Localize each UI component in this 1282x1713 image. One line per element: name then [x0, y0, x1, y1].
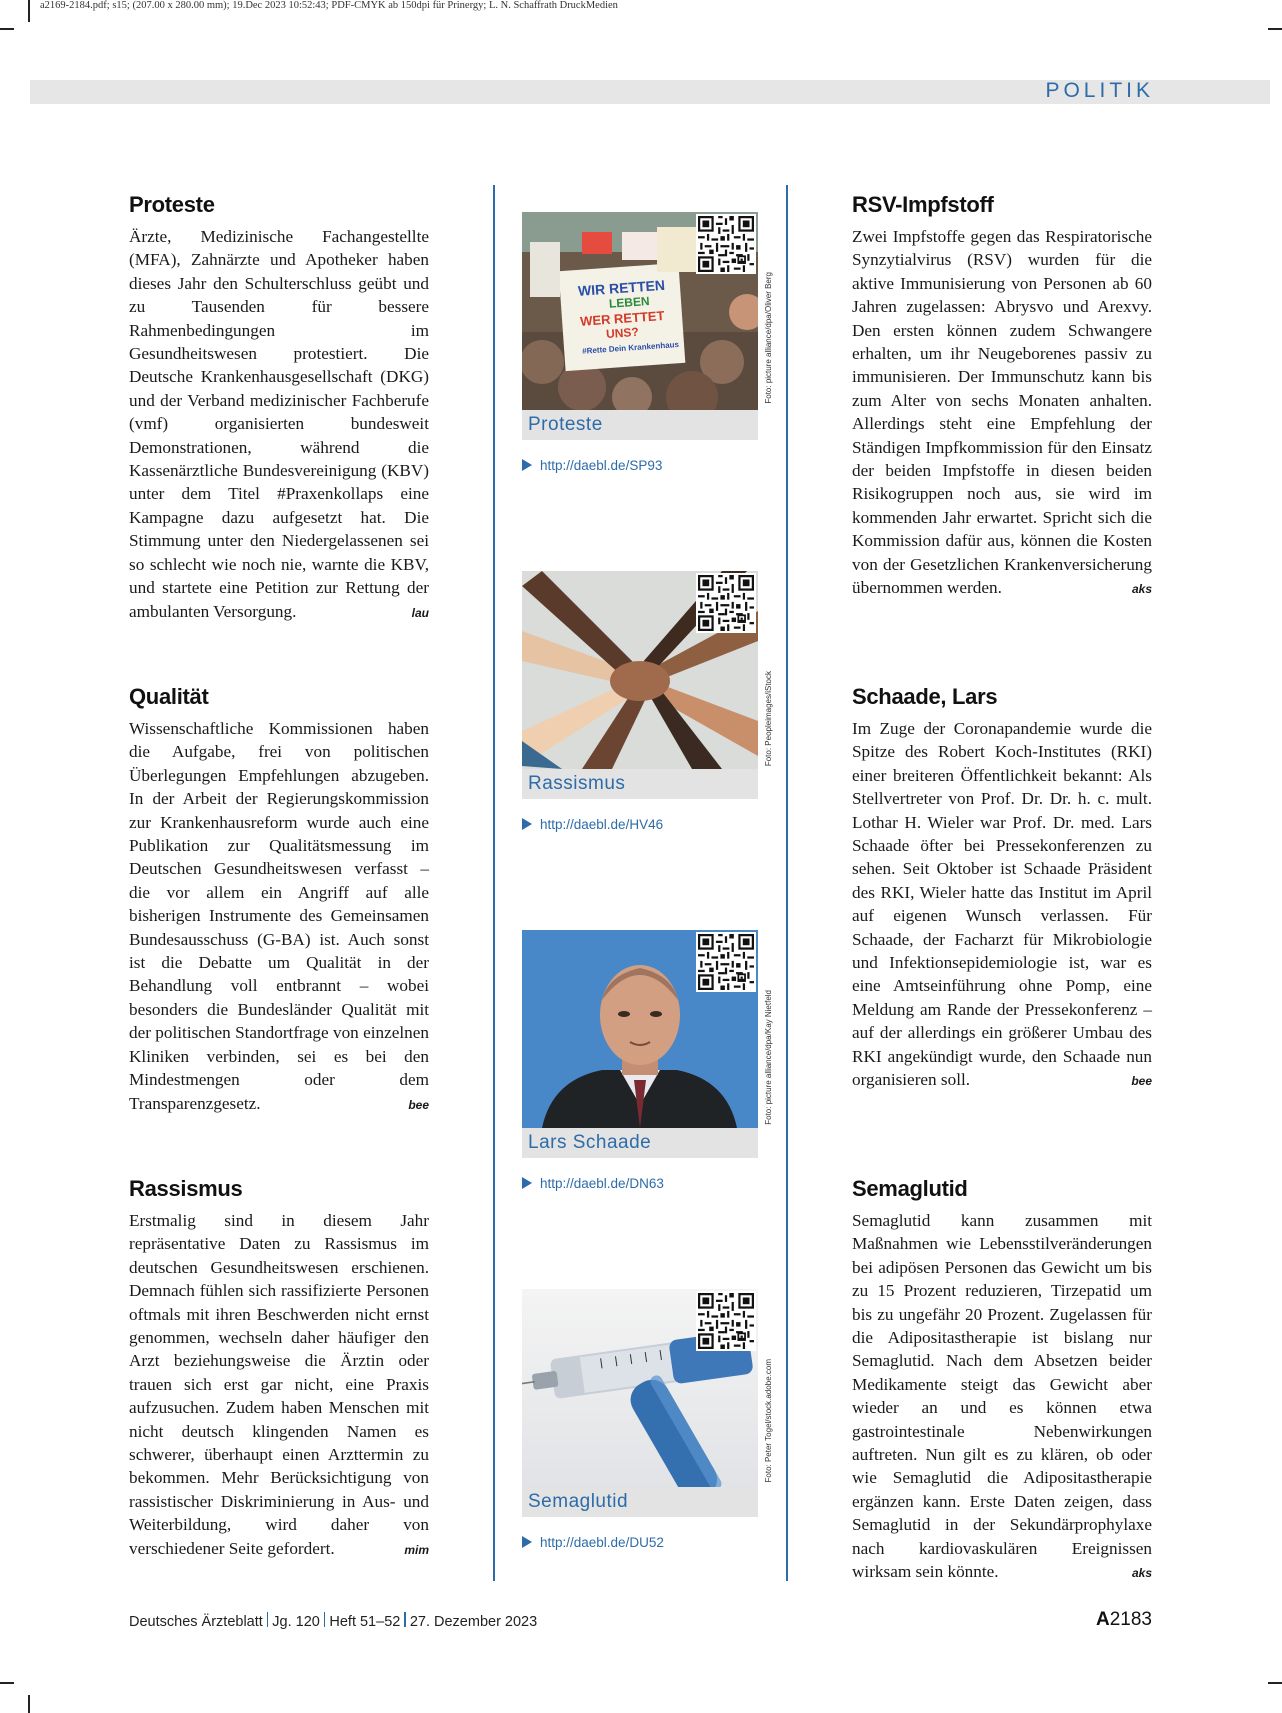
footer-separator — [324, 1612, 326, 1627]
figure-proteste — [522, 212, 773, 473]
article-body — [129, 1209, 429, 1560]
crop-mark-bottom-left — [28, 1695, 30, 1713]
arrow-right-icon — [522, 1536, 532, 1548]
article-title: Proteste — [129, 192, 215, 217]
issue-date: 27. Dezember 2023 — [409, 1614, 538, 1630]
photo-protest — [522, 212, 758, 410]
author-signature: aks — [1131, 1566, 1152, 1581]
article-rsv-impfstoff — [852, 192, 1152, 602]
figure-caption: Lars Schaade — [522, 1128, 758, 1158]
web-link[interactable] — [522, 1535, 760, 1550]
article-title: Qualität — [129, 684, 209, 709]
qr-code[interactable] — [696, 932, 756, 992]
crop-mark-right-top — [1268, 28, 1282, 30]
journal-issue: Heft 51–52 — [329, 1614, 401, 1630]
link-url[interactable]: http://daebl.de/DN63 — [540, 1176, 664, 1191]
article-text: Im Zuge der Coronapandemie wurde die Spitze des Robert Koch-Institutes (RKI) einer breiteren Öffentlichkeit bekannt: Als Stellvertreter von Prof. Dr. Dr. h. c. mult. Lothar H. Wieler war Prof. Dr. med. Lars Schaade öfter bei Pressekonferenzen zu sehen. Seit Oktober ist Schaade Präsident des RKI, Wieler hatte das Institut im April auf eigenen Wunsch verlassen. Für Schaade, der Facharzt für Mikrobiologie und Infektionsepidemiologie ist, war es eine Amtseinführung ohne Pomp, eine Meldung am Rande der Pressekonferenz – auf der allerdings ein größerer Umbau des RKI angekündigt wurde, den Schaade nun organisieren soll. — [852, 719, 1152, 1090]
web-link[interactable] — [522, 817, 760, 832]
sign-line: #Rette Dein Krankenhaus — [581, 340, 680, 356]
article-text: Semaglutid kann zusammen mit Maßnahmen wie Lebensstilveränderungen bei adipösen Personen das Gewicht um bis zu 15 Prozent reduzieren, Tirzepatid um bis zu ungefähr 20 Prozent. Zugelassen für die Adipositastherapie ist bislang nur Semaglutid. Nach dem Absetzen beider Medikamente steigt das Gewicht aber wieder an und es können etwa gastrointestinale Nebenwirkungen auftreten. Nun gilt es zu klären, ob oder wie Semaglutid die Adipositastherapie ergänzen kann. Erste Daten zeigen, dass Semaglutid in der Sekundärprophylaxe nach kardiovaskulären Ereignissen wirksam sein könnte. — [852, 1211, 1152, 1582]
crop-mark-left-bottom — [0, 1682, 14, 1684]
column-rule-left — [493, 185, 495, 1581]
article-body — [852, 1209, 1152, 1584]
photo-credit: Foto: Peopleimages/iStock — [764, 671, 773, 767]
journal-name: Deutsches Ärzteblatt — [129, 1614, 263, 1630]
author-signature: aks — [1131, 582, 1152, 597]
sign-line: WIR RETTEN — [577, 276, 666, 299]
article-body — [129, 225, 429, 623]
author-signature: lau — [411, 605, 429, 620]
section-title: POLITIK — [1045, 79, 1154, 102]
page-prefix: A — [1095, 1609, 1110, 1630]
article-text: Wissenschaftliche Kommissionen haben die Aufgabe, frei von politischen Überlegungen Empfehlungen abzugeben. In der Arbeit der Regierungskommission zur Krankenhausreform wurde auch eine Publikation zur Qualitätsmessung im Deutschen Gesundheitswesen verfasst – die vor allem ein Angriff auf alle bisherigen Instrumente des Gemeinsamen Bundesausschuss (G-BA) ist. Auch sonst ist die Debatte um Qualität in der Behandlung voll entbrannt – wobei besonders die Bundesländer Qualität mit der politischen Standortfrage von einzelnen Kliniken verbinden, sei es bei den Mindestmengen oder dem Transparenzgesetz. — [129, 719, 429, 1113]
page-number — [1096, 1609, 1152, 1631]
article-rassismus — [129, 1176, 429, 1562]
arrow-right-icon — [522, 818, 532, 830]
photo-credit: Foto: picture alliance/dpa/Oliver Berg — [764, 272, 773, 404]
link-url[interactable]: http://daebl.de/SP93 — [540, 458, 663, 473]
qr-code[interactable] — [696, 573, 756, 633]
article-semaglutid — [852, 1176, 1152, 1586]
figure-caption: Proteste — [522, 410, 758, 440]
page-footer — [129, 1612, 537, 1630]
link-url[interactable]: http://daebl.de/DU52 — [540, 1535, 664, 1550]
article-title: Semaglutid — [852, 1176, 968, 1201]
qr-code[interactable] — [696, 1291, 756, 1351]
sign-line: WER RETTET — [579, 307, 665, 329]
crop-mark-top-left — [28, 0, 30, 22]
figure-caption: Rassismus — [522, 769, 758, 799]
figure-lars-schaade — [522, 930, 773, 1191]
photo-pen — [522, 1289, 758, 1487]
photo-portrait — [522, 930, 758, 1128]
journal-volume: Jg. 120 — [272, 1614, 320, 1630]
qr-code[interactable] — [696, 214, 756, 274]
crop-mark-left-top — [0, 28, 14, 30]
sign-line: UNS? — [605, 324, 640, 342]
footer-separator — [404, 1612, 406, 1627]
article-text: Zwei Impfstoffe gegen das Respiratorische Synzytialvirus (RSV) wurden für die aktive Immunisierung von Personen ab 60 Jahren zugelassen: Abrysvo und Arexvy. Den ersten können zudem Schwangere erhalten, um ihr Neugeborenes passiv zu immunisieren. Der Immunschutz kann bis zum Alter von sechs Monaten anhalten. Allerdings steht eine Empfehlung der Ständigen Impfkommission für den Einsatz der beiden Impfstoffe in diesen beiden Risikogruppen noch aus, sie wird im kommenden Jahr erwartet. Spricht sich die Kommission dafür aus, können die Kosten von der Gesetzlichen Krankenversicherung übernommen werden. — [852, 227, 1152, 598]
arrow-right-icon — [522, 459, 532, 471]
crop-mark-right-bottom — [1268, 1682, 1282, 1684]
page-number-value: 2183 — [1109, 1609, 1152, 1630]
sign-line: LEBEN — [608, 293, 651, 311]
photo-hands — [522, 571, 758, 769]
photo-credit: Foto: Peter Togel/stock.adobe.com — [764, 1359, 773, 1483]
author-signature: bee — [408, 1097, 429, 1112]
article-body — [852, 225, 1152, 600]
article-body — [129, 717, 429, 1115]
author-signature: bee — [1131, 1074, 1152, 1089]
protest-sign-text — [578, 276, 693, 358]
arrow-right-icon — [522, 1177, 532, 1189]
figure-rassismus — [522, 571, 773, 832]
article-schaade-lars — [852, 684, 1152, 1094]
article-title: RSV-Impfstoff — [852, 192, 994, 217]
article-title: Schaade, Lars — [852, 684, 998, 709]
figure-semaglutid — [522, 1289, 773, 1550]
author-signature: mim — [404, 1542, 429, 1557]
article-qualitaet — [129, 684, 429, 1117]
article-proteste — [129, 192, 429, 625]
web-link[interactable] — [522, 458, 760, 473]
link-url[interactable]: http://daebl.de/HV46 — [540, 817, 664, 832]
web-link[interactable] — [522, 1176, 760, 1191]
print-slug: a2169-2184.pdf; s15; (207.00 x 280.00 mm); 19.Dec 2023 10:52:43; PDF-CMYK ab 150dpi für Prinergy; L. N. Schaffrath DruckMedien — [40, 0, 618, 11]
figure-caption: Semaglutid — [522, 1487, 758, 1517]
column-rule-right — [786, 185, 788, 1581]
footer-separator — [267, 1612, 269, 1627]
article-body — [852, 717, 1152, 1092]
article-text: Erstmalig sind in diesem Jahr repräsentative Daten zu Rassismus im deutschen Gesundheitswesen erschienen. Demnach fühlen sich rassifizierte Personen oftmals mit ihren Beschwerden nicht ernst genommen, wechseln daher häufiger den Arzt beziehungsweise die Ärztin oder trauen sich erst gar nicht, eine Praxis aufzusuchen. Zudem haben Menschen mit nicht deutsch klingenden Namen es schwerer, überhaupt einen Arzttermin zu bekommen. Mehr Berücksichtigung von rassistischer Diskriminierung in Aus- und Weiterbildung, wird daher von verschiedener Seite gefordert. — [129, 1211, 429, 1558]
photo-credit: Foto: picture alliance/dpa/Kay Nietfeld — [764, 990, 773, 1125]
article-text: Ärzte, Medizinische Fachangestellte (MFA), Zahnärzte und Apotheker haben dieses Jahr den Schulterschluss geübt und zu Tausenden für bessere Rahmenbedingungen im Gesundheitswesen protestiert. Die Deutsche Krankenhausgesellschaft (DKG) und der Verband medizinischer Fachberufe (vmf) organisierten bundesweit Demonstrationen, während die Kassenärztliche Bundesvereinigung (KBV) unter dem Titel #Praxenkollaps eine Kampagne dazu aufgesetzt hat. Die Stimmung unter den Niedergelassenen sei so schlecht wie noch nie, warnte die KBV, und startete eine Petition zur Rettung der ambulanten Versorgung. — [129, 227, 429, 621]
article-title: Rassismus — [129, 1176, 243, 1201]
